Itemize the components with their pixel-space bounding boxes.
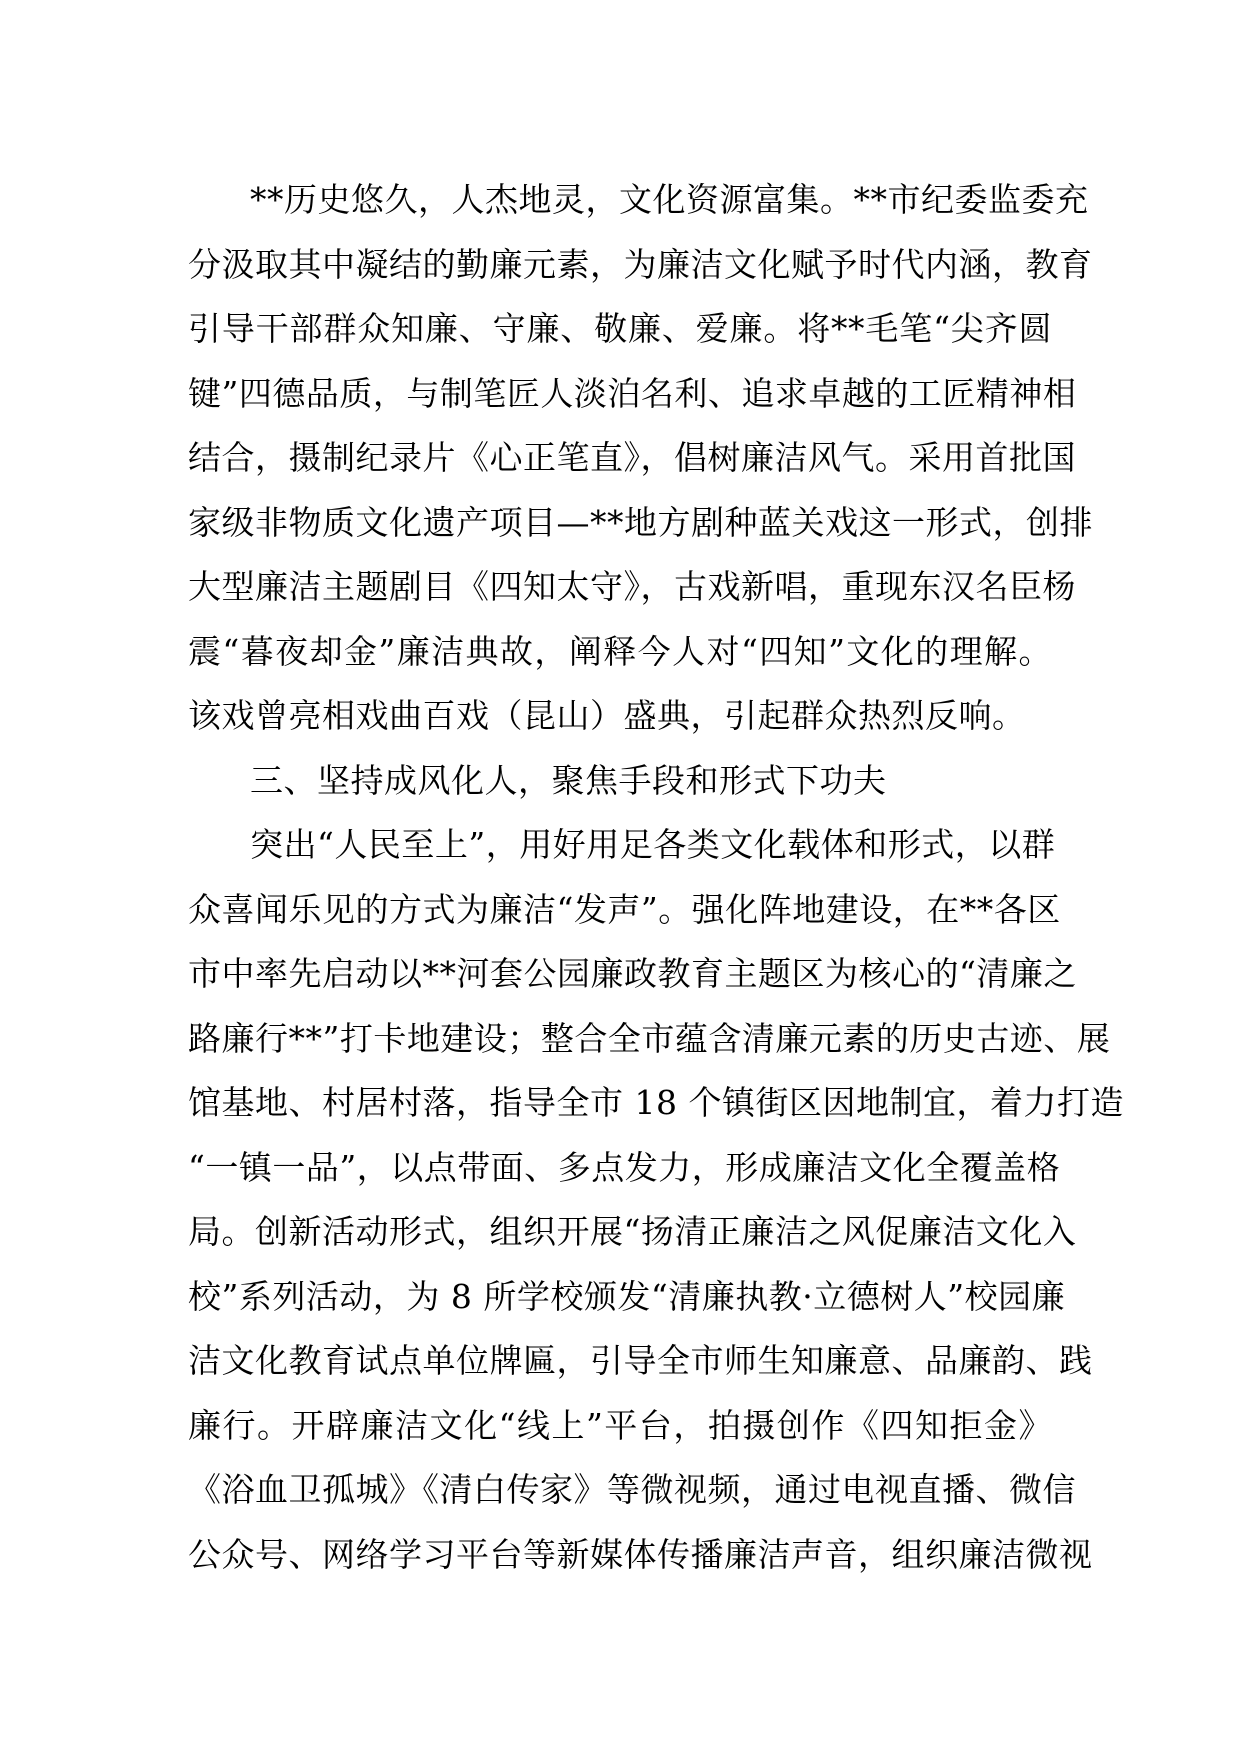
text-line: 突出“人民至上”，用好用足各类文化载体和形式，以群 xyxy=(250,825,1056,864)
heading-line: 三、坚持成风化人，聚焦手段和形式下功夫 xyxy=(250,760,887,800)
text-line: 校”系列活动，为 8 所学校颁发“清廉执教·立德树人”校园廉 xyxy=(188,1276,1066,1316)
text-line: 路廉行**”打卡地建设；整合全市蕴含清廉元素的历史古迹、展 xyxy=(188,1018,1111,1058)
text-line: **历史悠久，人杰地灵，文化资源富集。**市纪委监委充 xyxy=(250,180,1089,219)
text-line: 廉行。开辟廉洁文化“线上”平台，拍摄创作《四知拒金》 xyxy=(188,1405,1052,1445)
text-line: 大型廉洁主题剧目《四知太守》，古戏新唱，重现东汉名臣杨 xyxy=(188,567,1076,606)
text-line: 分汲取其中凝结的勤廉元素，为廉洁文化赋予时代内涵，教育 xyxy=(188,244,1093,284)
text-line: 键”四德品质，与制笔匠人淡泊名利、追求卓越的工匠精神相 xyxy=(188,373,1077,413)
text-line: 馆基地、村居村落，指导全市 18 个镇街区因地制宜，着力打造 xyxy=(188,1083,1124,1122)
text-line: 该戏曾亮相戏曲百戏（昆山）盛典，引起群众热烈反响。 xyxy=(188,696,1026,735)
text-line: 洁文化教育试点单位牌匾，引导全市师生知廉意、品廉韵、践 xyxy=(188,1341,1093,1380)
text-line: 局。创新活动形式，组织开展“扬清正廉洁之风促廉洁文化入 xyxy=(188,1212,1077,1251)
paragraph-people-first xyxy=(188,813,1124,1587)
paragraph-history-culture xyxy=(188,168,1093,749)
text-line: 众喜闻乐见的方式为廉洁“发声”。强化阵地建设，在**各区 xyxy=(188,889,1061,929)
text-line: 震“暮夜却金”廉洁典故，阐释今人对“四知”文化的理解。 xyxy=(188,631,1052,671)
text-line: 家级非物质文化遗产项目—**地方剧种蓝关戏这一形式，创排 xyxy=(188,502,1093,542)
text-line: 结合，摄制纪录片《心正笔直》，倡树廉洁风气。采用首批国 xyxy=(188,438,1076,477)
text-line: 引导干部群众知廉、守廉、敬廉、爱廉。将**毛笔“尖齐圆 xyxy=(188,309,1052,348)
document-body xyxy=(188,168,1124,1587)
text-line: 市中率先启动以**河套公园廉政教育主题区为核心的“清廉之 xyxy=(188,954,1077,993)
text-line: 公众号、网络学习平台等新媒体传播廉洁声音，组织廉洁微视 xyxy=(188,1534,1093,1574)
text-line: “一镇一品”，以点带面、多点发力，形成廉洁文化全覆盖格 xyxy=(188,1147,1061,1187)
section-heading xyxy=(188,749,1052,814)
text-line: 《浴血卫孤城》《清白传家》等微视频，通过电视直播、微信 xyxy=(188,1470,1076,1509)
